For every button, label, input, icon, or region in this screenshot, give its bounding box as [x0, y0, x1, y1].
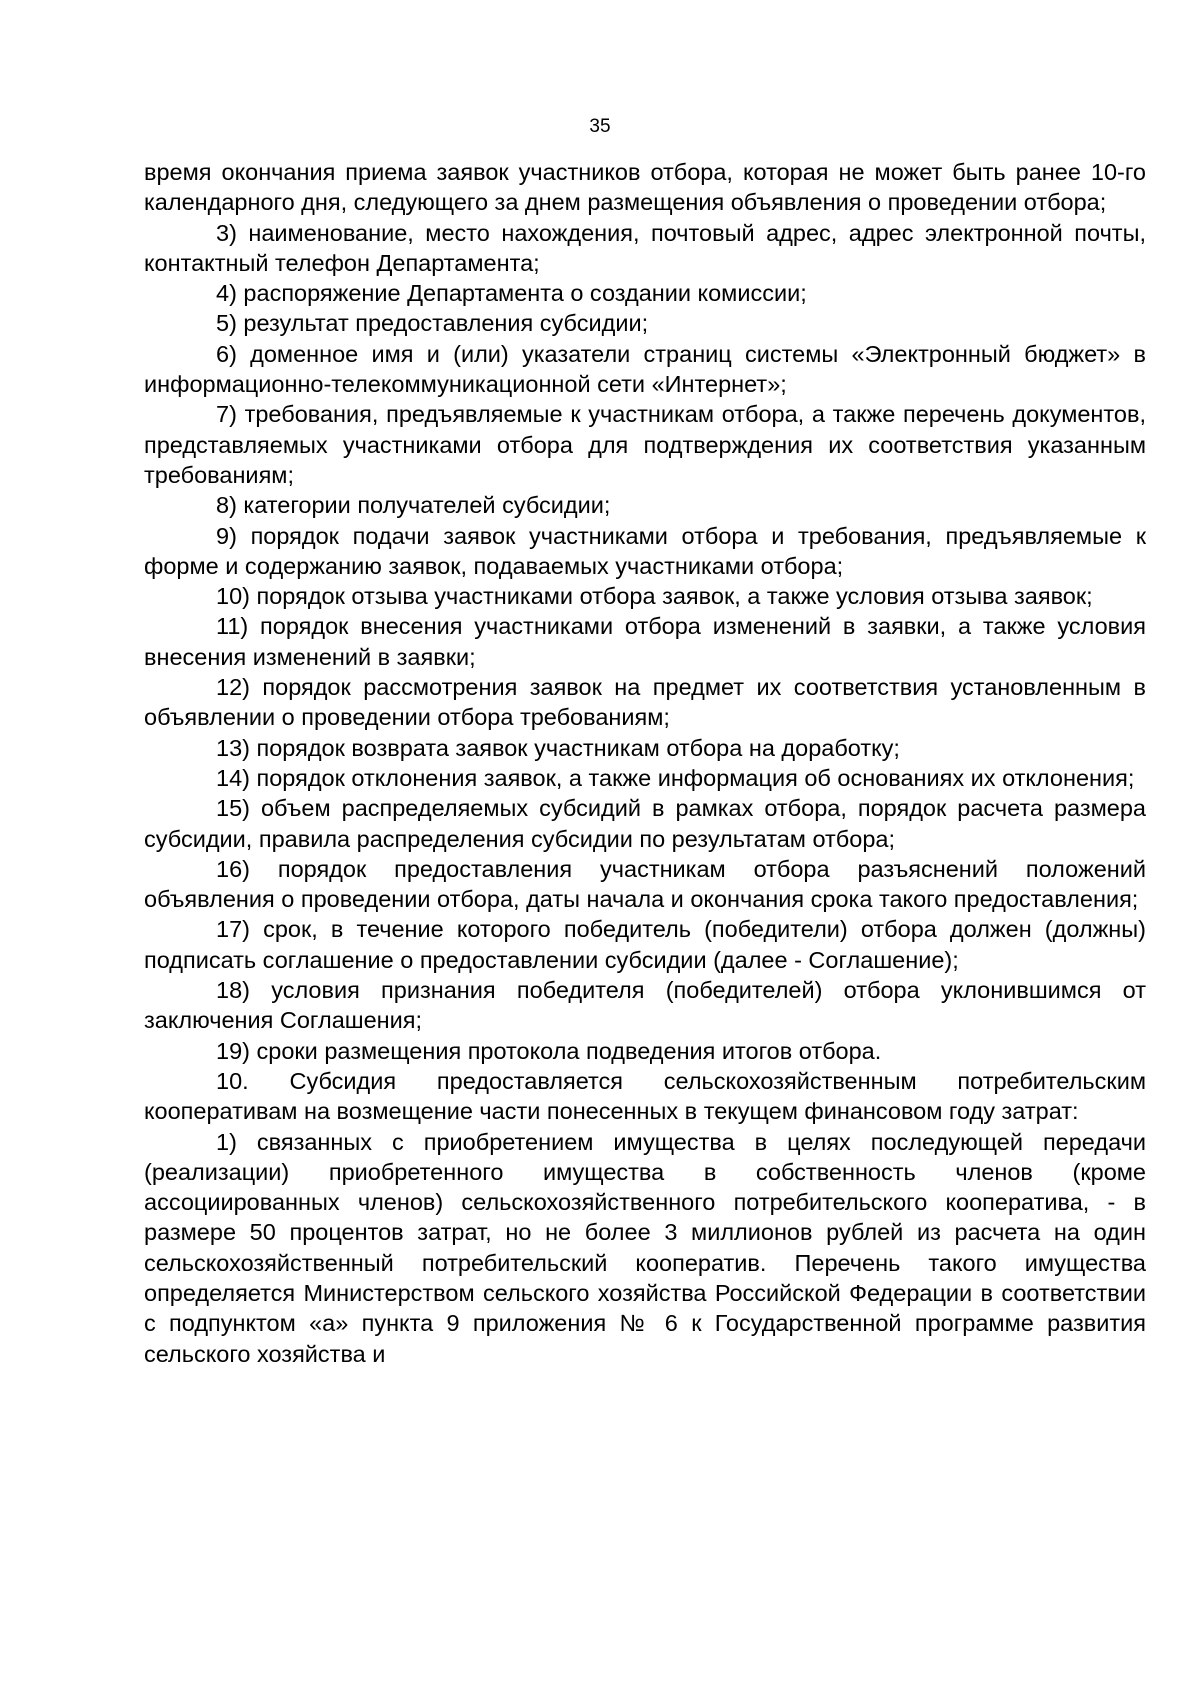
list-item-7: 7) требования, предъявляемые к участникам отбора, а также перечень документов, представляемых участниками отбора для подтверждения их соответствия указанным требованиям; — [144, 401, 1146, 488]
list-item-12: 12) порядок рассмотрения заявок на предмет их соответствия установленным в объявлении о проведении отбора требованиям; — [144, 674, 1146, 731]
list-item-8: 8) категории получателей субсидии; — [216, 492, 611, 519]
paragraph-continuation: время окончания приема заявок участников отбора, которая не может быть ранее 10-го календарного дня, следующего за днем размещения объявления о проведении отбора; — [144, 159, 1146, 216]
list-item-6: 6) доменное имя и (или) указатели страниц системы «Электронный бюджет» в информационно-телекоммуникационной сети «Интернет»; — [144, 340, 1146, 398]
list-item-10: 10) порядок отзыва участниками отбора заявок, а также условия отзыва заявок; — [216, 583, 1093, 610]
page-number: 35 — [589, 116, 611, 137]
list-item-18: 18) условия признания победителя (победителей) отбора уклонившимся от заключения Соглашения; — [144, 977, 1146, 1034]
list-item-13: 13) порядок возврата заявок участникам отбора на доработку; — [216, 734, 900, 761]
list-item-4: 4) распоряжение Департамента о создании комиссии; — [216, 280, 807, 307]
section-10-item-1: 1) связанных с приобретением имущества в целях последующей передачи (реализации) приобретенного имущества в собственность членов (кроме ассоциированных членов) сельскохозяйственного потребительского кооператива, - в размере 50 процентов затрат, но не более 3 миллионов рублей из расчета на один сельскохозяйственный потребительский кооператив. Перечень такого имущества определяется Министерством сельского хозяйства Российской Федерации в соответствии с подпунктом «а» пункта 9 приложения № 6 к Государственной программе развития сельского хозяйства и — [144, 1128, 1146, 1367]
list-item-11: 11) порядок внесения участниками отбора изменений в заявки, а также условия внесения изменений в заявки; — [144, 613, 1146, 670]
list-item-15: 15) объем распределяемых субсидий в рамках отбора, порядок расчета размера субсидии, правила распределения субсидии по результатам отбора; — [144, 795, 1146, 852]
list-item-3: 3) наименование, место нахождения, почтовый адрес, адрес электронной почты, контактный телефон Департамента; — [144, 219, 1146, 276]
section-10-paragraph: 10. Субсидия предоставляется сельскохозяйственным потребительским кооперативам на возмещение части понесенных в текущем финансовом году затрат: — [144, 1067, 1146, 1125]
document-body — [144, 157, 1146, 1369]
list-item-17: 17) срок, в течение которого победитель (победители) отбора должен (должны) подписать соглашение о предоставлении субсидии (далее - Соглашение); — [144, 916, 1146, 973]
list-item-19: 19) сроки размещения протокола подведения итогов отбора. — [216, 1037, 882, 1064]
list-item-14: 14) порядок отклонения заявок, а также информация об основаниях их отклонения; — [216, 764, 1135, 791]
list-item-5: 5) результат предоставления субсидии; — [216, 310, 649, 337]
list-item-16: 16) порядок предоставления участникам отбора разъяснений положений объявления о проведении отбора, даты начала и окончания срока такого предоставления; — [144, 855, 1146, 913]
list-item-9: 9) порядок подачи заявок участниками отбора и требования, предъявляемые к форме и содержанию заявок, подаваемых участниками отбора; — [144, 522, 1146, 579]
